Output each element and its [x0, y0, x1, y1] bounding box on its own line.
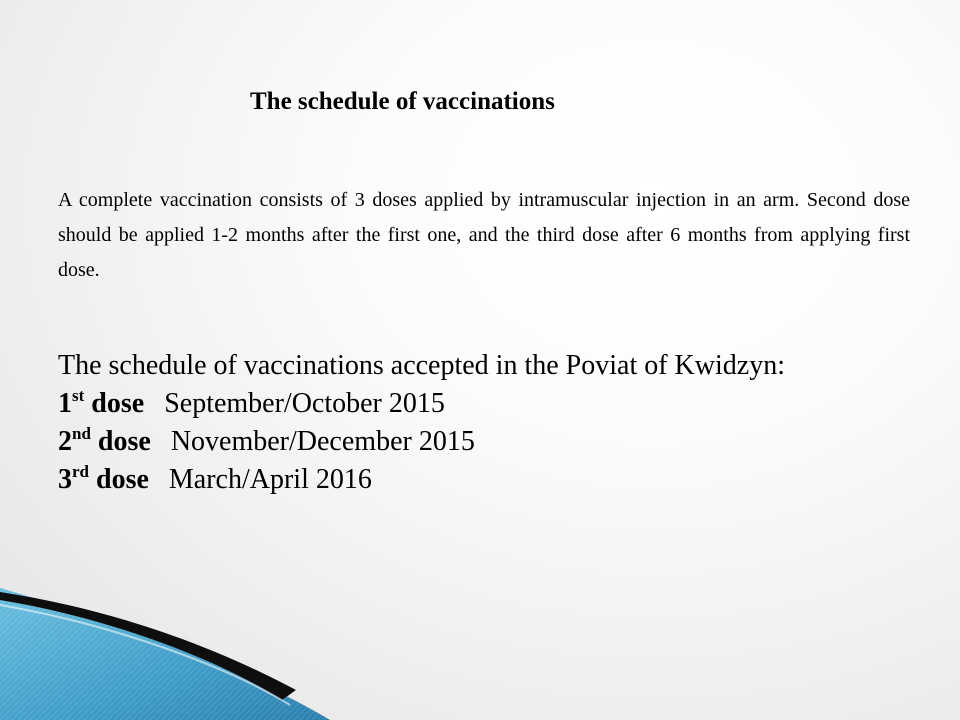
dose-label: 2nd dose [58, 424, 151, 457]
dose-row-first [58, 385, 938, 423]
dose-date: March/April 2016 [168, 464, 372, 495]
dose-row-third [58, 461, 938, 499]
schedule-heading: The schedule of vaccinations accepted in the Poviat of Kwidzyn: [58, 350, 785, 381]
schedule-block [58, 347, 938, 499]
dose-label: 1st dose [58, 386, 145, 419]
dose-date: November/December 2015 [170, 426, 475, 457]
dose-row-second [58, 423, 938, 461]
slide-title: The schedule of vaccinations [250, 88, 555, 115]
vaccination-description: A complete vaccination consists of 3 doses applied by intramuscular injection in an arm. Second dose should be applied 1-2 months after the first one, and the third dose after 6 months from applying first dose. [58, 189, 910, 281]
dose-label: 3rd dose [58, 462, 149, 495]
dose-date: September/October 2015 [164, 388, 445, 419]
